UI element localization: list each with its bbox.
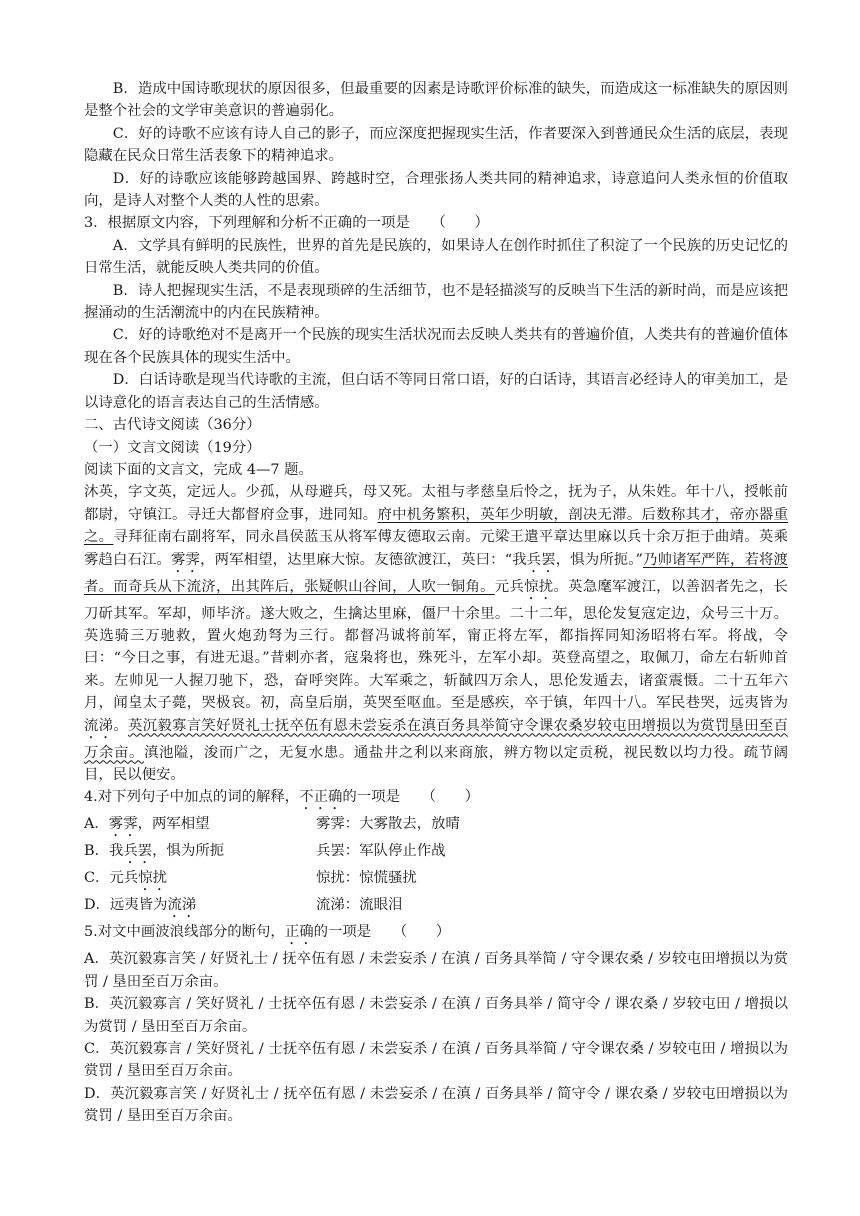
q5-option-b: B．英沉毅寡言 / 笑好贤礼 / 士抚卒伍有恩 / 未尝妄杀 / 在滇 / 百务具举 / 简守令 / 课农桑 / 岁较屯田 / 增损以为赏罚 / 垦田至百万余亩。 [84,996,788,1035]
q4-option-c [84,867,788,894]
q4-sentence [84,813,316,840]
option-text: ，惧为所扼 [152,843,225,860]
passage-text: 滇池隘，浚而广之，无复水患。通盐井之利以来商旅，辨方物以定贡税，视民数以均力役。疏节阔目，民以便安。 [84,744,788,783]
q4-option-d [84,894,788,921]
q4-stem-emphasis: 不正确 [299,789,343,806]
passage-text: ，惧为所扼。” [555,551,643,568]
q5-stem-text: 5.对文中画波浪线部分的断句， [84,924,285,941]
dotted-word: 流涕 [167,897,197,914]
dotted-word: 惊扰 [138,870,167,887]
dotted-word: 惊扰 [524,578,554,595]
q4-explanation: 惊扰：惊慌骚扰 [316,870,417,887]
q2-option-c: C．好的诗歌不应该有诗人自己的影子，而应深度把握现实生活，作者要深入到普通民众生活的底层，表现隐藏在民众日常生活表象下的精神追求。 [84,125,788,165]
q3-option-b: B．诗人把握现实生活，不是表现琐碎的生活细节，也不是轻描淡写的反映当下生活的新时尚，而是应该把握涌动的生活潮流中的内在民族精神。 [84,282,788,322]
q4-explanation: 兵罢：军队停止作战 [316,843,446,860]
q3-option-a: A．文学具有鲜明的民族性，世界的首先是民族的，如果诗人在创作时抓住了积淀了一个民族的历史记忆的日常生活，就能反映人类共同的价值。 [84,237,788,277]
option-text: D．远夷皆为 [84,897,168,914]
q4-explanation: 雾霁：大雾散去，放晴 [316,816,460,833]
q4-explanation: 流涕：流眼泪 [316,897,403,914]
underlined-sentence: 府中机务繁积，英年少明敏，剖决无滞。后数称其才，帝亦器重之。 [84,506,788,546]
passage-text: ，两军相望，达里麻大惊。友德欲渡江，英曰：“我 [200,551,527,568]
option-text: B．我 [84,843,124,860]
passage-text: 。英急麾军渡江，以善泅者先之，长刀斫其军。军却，师毕济。遂大败之，生擒达里麻，僵尸十余里。二十二年，思伦发复寇定边，众号三十万。英选骑三万驰救，置火炮劲弩为三行。都督冯诚将前军，甯正将左军，都指挥同知汤昭将右军。将战，令曰：“今日之事，有进无退。”昔剌亦者，寇枭将也，殊死斗，左军小却。英登高望之，取佩刀，命左右斩帅首来。左帅见一人握刀驰下，恐，奋呼突阵。大军乘之，斩馘四万余人，思伦发遁去，诸蛮震慑。二十五年六月，闻皇太子薨，哭极哀。初，高皇后崩，英哭至呕血。至是感疾，卒于镇，年四十八。军民巷哭，远夷皆为 [84,578,788,712]
passage-text: 元兵 [494,578,525,595]
q4-stem-text: 4.对下列句子中加点的词的解释， [84,789,300,806]
q4-option-a [84,813,788,840]
q4-sentence [84,840,316,867]
dotted-word: 雾霁 [108,816,138,833]
dotted-word: 雾霁 [171,551,201,568]
passage-text: 寻拜征南右副将军，同永昌侯蓝玉从将军傅友德取云南。元梁王遣平章达里麻以兵十余万拒于曲靖。英乘雾趋白石江。 [84,529,788,568]
dotted-word: 兵罢 [526,551,556,568]
underlined-sentence: 乃帅诸军严阵，若将渡者。而奇兵从下流济，出其阵后，张疑帜山谷间，人吹一铜角。 [84,551,788,595]
q4-option-b [84,840,788,867]
q4-stem-text: 的一项是 （ ） [342,789,480,806]
q5-stem [84,921,788,948]
q5-stem-text: 的一项是 （ ） [313,924,451,941]
q3-option-d: D．白话诗歌是现当代诗歌的主流，但白话不等同日常口语，好的白话诗，其语言必经诗人的审美加工，是以诗意化的语言表达自己的生活情感。 [84,372,788,411]
section-subtitle: （一）文言文阅读（19分） [84,439,261,456]
q5-option-a: A．英沉毅寡言笑 / 好贤礼士 / 抚卒伍有恩 / 未尝妄杀 / 在滇 / 百务具举简 / 守令课农桑 / 岁较屯田增损以为赏罚 / 垦田至百万余亩。 [84,951,788,990]
option-text: A． [84,816,109,833]
q2-option-d: D．好的诗歌应该能够跨越国界、跨越时空，合理张扬人类共同的精神追求，诗意追问人类永恒的价值取向，是诗人对整个人类的人性的思索。 [84,170,788,210]
passage-instructions: 阅读下面的文言文，完成 4—7 题。 [84,461,313,478]
passage-text: 沐英，字文英，定远人。少孤，从母避兵，母又死。太祖与孝慈皇后怜之，抚为子，从朱姓。年十八，授帐前都尉，守镇江。寻迁大都督府佥事，进同知。 [84,484,788,523]
q4-sentence [84,867,316,894]
q4-sentence [84,894,316,921]
q3-stem: 3．根据原文内容，下列理解和分析不正确的一项是 （ ） [84,215,489,232]
q5-option-c: C．英沉毅寡言 / 笑好贤礼 / 士抚卒伍有恩 / 未尝妄杀 / 在滇 / 百务具举简 / 守令课农桑 / 岁较屯田 / 增损以为赏罚 / 垦田至百万余亩。 [84,1041,788,1080]
q5-stem-emphasis: 正确 [284,924,314,941]
q4-stem [84,786,788,813]
wavy-underlined-sentence: 英沉毅寡言笑好贤礼士抚卒伍有恩未尝妄杀在滇百务具举简守令课农桑岁较屯田增损以为赏罚垦田至百万余亩。 [84,717,788,761]
section-title: 二、古代诗文阅读（36分） [84,417,261,434]
option-text: C．元兵 [84,870,139,887]
passage-text: 。 [113,717,129,734]
q3-option-c: C．好的诗歌绝对不是离开一个民族的现实生活状况而去反映人类共有的普遍价值，人类共有的普遍价值体现在各个民族具体的现实生活中。 [84,327,788,366]
option-text: ，两军相望 [137,816,210,833]
q5-option-d: D．英沉毅寡言笑 / 好贤礼士 / 抚卒伍有恩 / 未尝妄杀 / 在滇 / 百务具举 / 简守令 / 课农桑 / 岁较屯田增损以为赏罚 / 垦田至百万余亩。 [84,1085,788,1125]
dotted-word: 流涕 [84,717,114,734]
classical-passage [84,481,788,786]
dotted-word: 兵罢 [123,843,153,860]
q2-option-b: B．造成中国诗歌现状的原因很多，但最重要的因素是诗歌评价标准的缺失，而造成这一标准缺失的原因则是整个社会的文学审美意识的普遍弱化。 [84,81,788,120]
